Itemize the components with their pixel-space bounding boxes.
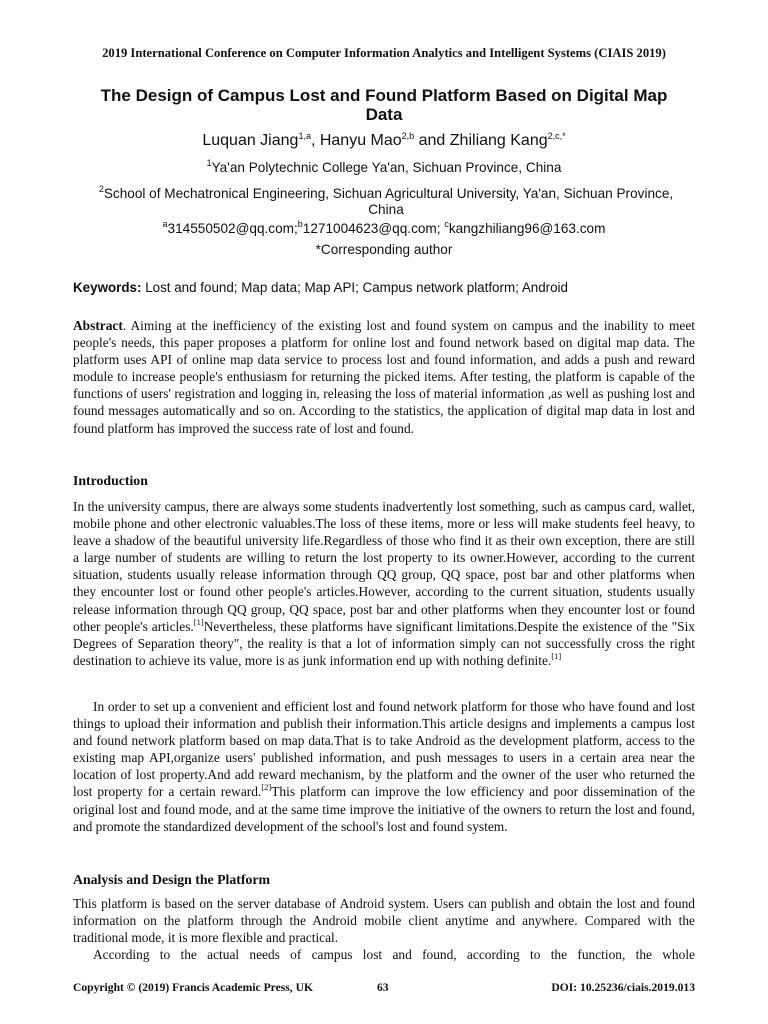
email-superscript: c (444, 219, 449, 229)
email-superscript: a (162, 219, 168, 229)
abstract-paragraph (73, 317, 695, 437)
body-text: In order to set up a convenient and efficient lost and found network platform for those who have found and lost things to upload their information and publish their information.This article designs and implements a campus lost and found network platform based on map data.That is to take Android as the development platform, access to the existing map API,organize users' published information, and push messages to users in a certain area near the location of lost property.And add reward mechanism, by the platform and the owner of the user who returned the lost property for a certain reward. (73, 699, 695, 800)
email-address: 1271004623@qq.com; (302, 221, 445, 236)
section-heading-analysis: Analysis and Design the Platform (73, 872, 270, 887)
body-text: In the university campus, there are always some students inadvertently lost something, such as campus card, wallet, mobile phone and other electronic valuables.The loss of these items, more or less will make students feel heavy, to leave a shadow of the beautiful university life.Regardless of those who find it as their own exception, there are still a large number of students are willing to return the lost property to its owner.However, according to the current situation, students usually release information through QQ group, QQ space, post bar and other platforms when they encounter lost or found other people's articles.However, according to the current situation, students usually release information through QQ group, QQ space, post bar and other platforms when they encounter lost or found other people's articles. (73, 499, 695, 634)
introduction-paragraph-2 (73, 698, 695, 835)
author-separator: and (414, 132, 450, 149)
author-name: Hanyu Mao (319, 132, 402, 149)
analysis-paragraph-2: According to the actual needs of campus lost and found, according to the function, the whole (93, 947, 695, 962)
affiliation-2 (80, 181, 692, 218)
author-name: Luquan Jiang (202, 132, 299, 149)
analysis-paragraph-1: This platform is based on the server database of Android system. Users can publish and obtain the lost and found information on the platform through the Android mobile client anytime and anywhere. Compared with the traditional mode, it is more flexible and practical. (73, 896, 695, 946)
abstract-label: Abstract (73, 318, 123, 333)
author-emails (0, 219, 768, 236)
copyright-notice: Copyright © (2019) Francis Academic Press, UK (73, 981, 313, 994)
body-text: This platform can improve the low efficiency and poor dissemination of the original lost and found mode, and at the same time improve the initiative of the owners to return the lost and found, and promote the standardized development of the school's lost and found system. (73, 784, 696, 834)
conference-header: 2019 International Conference on Computer Information Analytics and Intelligent Systems (CIAIS 2019) (102, 46, 666, 60)
keywords-line (73, 280, 695, 295)
keywords-label: Keywords: (73, 280, 142, 295)
author-superscript: 2,c,* (547, 131, 566, 141)
introduction-paragraph-1 (73, 498, 695, 669)
section-heading-introduction: Introduction (73, 473, 148, 488)
email-superscript: b (297, 219, 303, 229)
corresponding-author-note: *Corresponding author (315, 242, 453, 257)
citation-ref: [1] (551, 650, 562, 661)
affiliation-text: Ya'an Polytechnic College Ya'an, Sichuan Province, China (211, 160, 562, 175)
affiliation-superscript: 1 (206, 158, 212, 168)
author-list (0, 131, 768, 150)
affiliation-superscript: 2 (98, 184, 104, 194)
affiliation-text: School of Mechatronical Engineering, Sichuan Agricultural University, Ya'an, Sichuan Province, China (103, 186, 674, 217)
abstract-text: . Aiming at the inefficiency of the existing lost and found system on campus and the inability to meet people's needs, this paper proposes a platform for online lost and found network based on digital map data. The platform uses API of online map data service to process lost and found information, and adds a push and reward module to increase people's enthusiasm for returning the picked items. After testing, the platform is capable of the functions of users' registration and logging in, releasing the loss of material information ,as well as pushing lost and found messages automatically and so on. According to the statistics, the application of digital map data in lost and found platform has improved the success rate of lost and found. (73, 318, 695, 436)
body-text: Nevertheless, these platforms have significant limitations.Despite the existence of the "Six Degrees of Separation theory", the reality is that a lot of information simply can not successfully cross the right destination to achieve its value, more is as junk information end up with nothing definite. (73, 618, 695, 668)
keywords-text: Lost and found; Map data; Map API; Campus network platform; Android (141, 280, 568, 295)
doi-label: DOI: 10.25236/ciais.2019.013 (551, 981, 695, 994)
paper-title: The Design of Campus Lost and Found Platform Based on Digital Map Data (100, 86, 668, 124)
page-number: 63 (377, 981, 389, 994)
email-address: 314550502@qq.com; (167, 221, 298, 236)
author-superscript: 2,b (401, 131, 415, 141)
author-separator: , (310, 132, 320, 149)
affiliation-1 (0, 158, 768, 175)
author-name: Zhiliang Kang (449, 132, 548, 149)
citation-ref: [1] (193, 616, 204, 627)
citation-ref: [2] (261, 782, 272, 793)
email-address: kangzhiliang96@163.com (448, 221, 606, 236)
author-superscript: 1,a (298, 131, 311, 141)
